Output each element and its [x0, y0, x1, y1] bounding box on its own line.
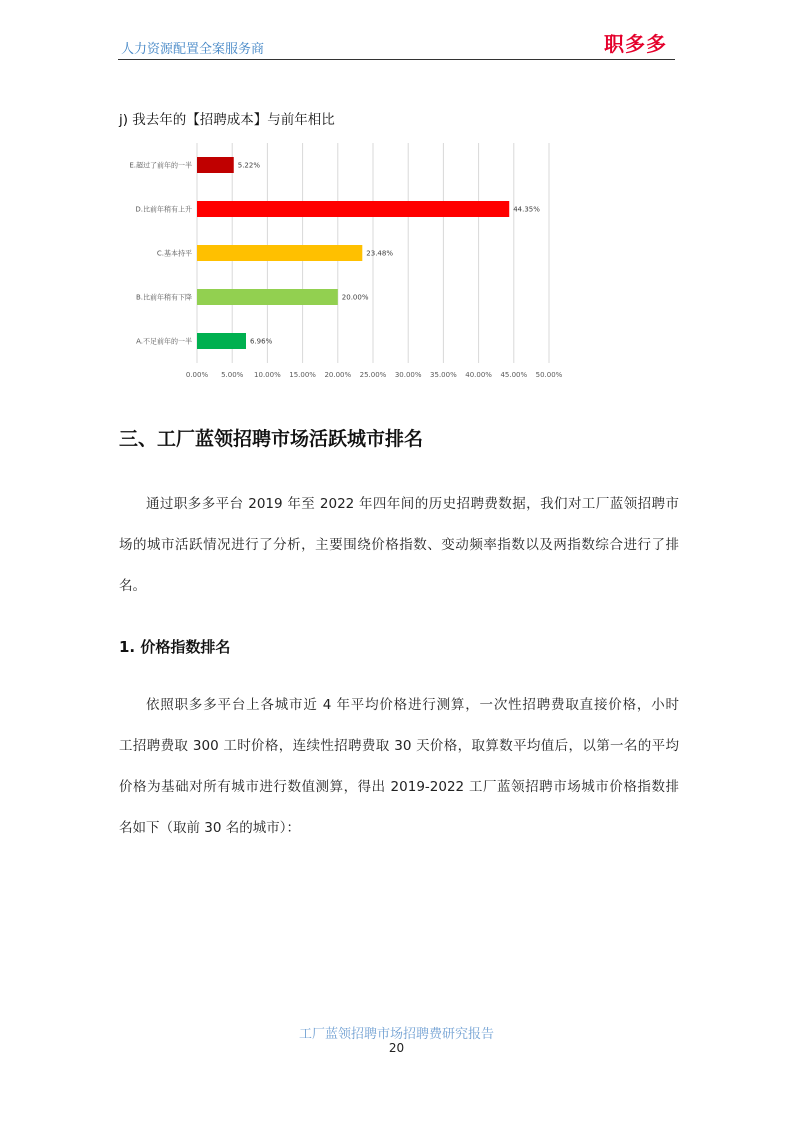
- header-divider: [118, 59, 675, 60]
- x-tick-label: 45.00%: [500, 371, 528, 379]
- x-tick-label: 20.00%: [324, 371, 352, 379]
- page-number: 20: [388, 1041, 405, 1055]
- x-tick-label: 30.00%: [394, 371, 422, 379]
- category-label: B.比前年稍有下降: [135, 293, 192, 302]
- data-label: 20.00%: [341, 293, 369, 302]
- data-label: 23.48%: [366, 249, 394, 258]
- category-label: E.超过了前年的一半: [129, 161, 192, 170]
- intro-line: 通过职多多平台 2019 年至 2022 年四年间的历史招聘费数据，我们对工厂蓝领招聘市: [146, 496, 679, 512]
- intro-line: 场的城市活跃情况进行了分析，主要围绕价格指数、变动频率指数以及两指数综合进行了排: [119, 537, 679, 553]
- section-title: 三、工厂蓝领招聘市场活跃城市排名: [119, 428, 424, 450]
- x-tick-label: 50.00%: [535, 371, 563, 379]
- category-label: A.不足前年的一半: [136, 337, 192, 346]
- paragraph-line: 依照职多多平台上各城市近 4 年平均价格进行测算，一次性招聘费取直接价格，小时: [146, 697, 679, 713]
- intro-paragraph: [119, 484, 679, 607]
- data-label: 44.35%: [513, 205, 540, 214]
- x-tick-label: 10.00%: [254, 371, 281, 379]
- subsection-title: 1. 价格指数排名: [119, 638, 231, 656]
- header-tagline: 人力资源配置全案服务商: [121, 42, 265, 57]
- paragraph-line: 名如下（取前 30 名的城市）：: [119, 820, 301, 836]
- intro-line: 名。: [119, 578, 146, 594]
- x-tick-label: 35.00%: [430, 371, 457, 379]
- bar: [197, 333, 246, 349]
- company-logo: 职多多: [604, 32, 667, 56]
- category-label: C.基本持平: [156, 249, 192, 258]
- bar-chart: [110, 138, 580, 388]
- x-tick-label: 0.00%: [185, 371, 209, 379]
- data-label: 6.96%: [249, 337, 273, 346]
- paragraph-line: 工招聘费取 300 工时价格，连续性招聘费取 30 天价格，取算数平均值后，以第一名的平均: [119, 738, 679, 754]
- bar: [197, 245, 362, 261]
- x-tick-label: 15.00%: [289, 371, 316, 379]
- bar: [197, 157, 234, 173]
- x-tick-label: 5.00%: [221, 371, 244, 379]
- footer-title: 工厂蓝领招聘市场招聘费研究报告: [298, 1027, 494, 1042]
- x-tick-label: 25.00%: [359, 371, 387, 379]
- chart-caption: j) 我去年的【招聘成本】与前年相比: [119, 112, 335, 128]
- data-label: 5.22%: [237, 161, 260, 170]
- category-label: D.比前年稍有上升: [135, 205, 192, 214]
- price-index-paragraph: [119, 685, 679, 849]
- bar: [197, 289, 338, 305]
- paragraph-line: 价格为基础对所有城市进行数值测算，得出 2019-2022 工厂蓝领招聘市场城市价格指数排: [119, 779, 679, 795]
- bar: [197, 201, 509, 217]
- x-tick-label: 40.00%: [465, 371, 492, 379]
